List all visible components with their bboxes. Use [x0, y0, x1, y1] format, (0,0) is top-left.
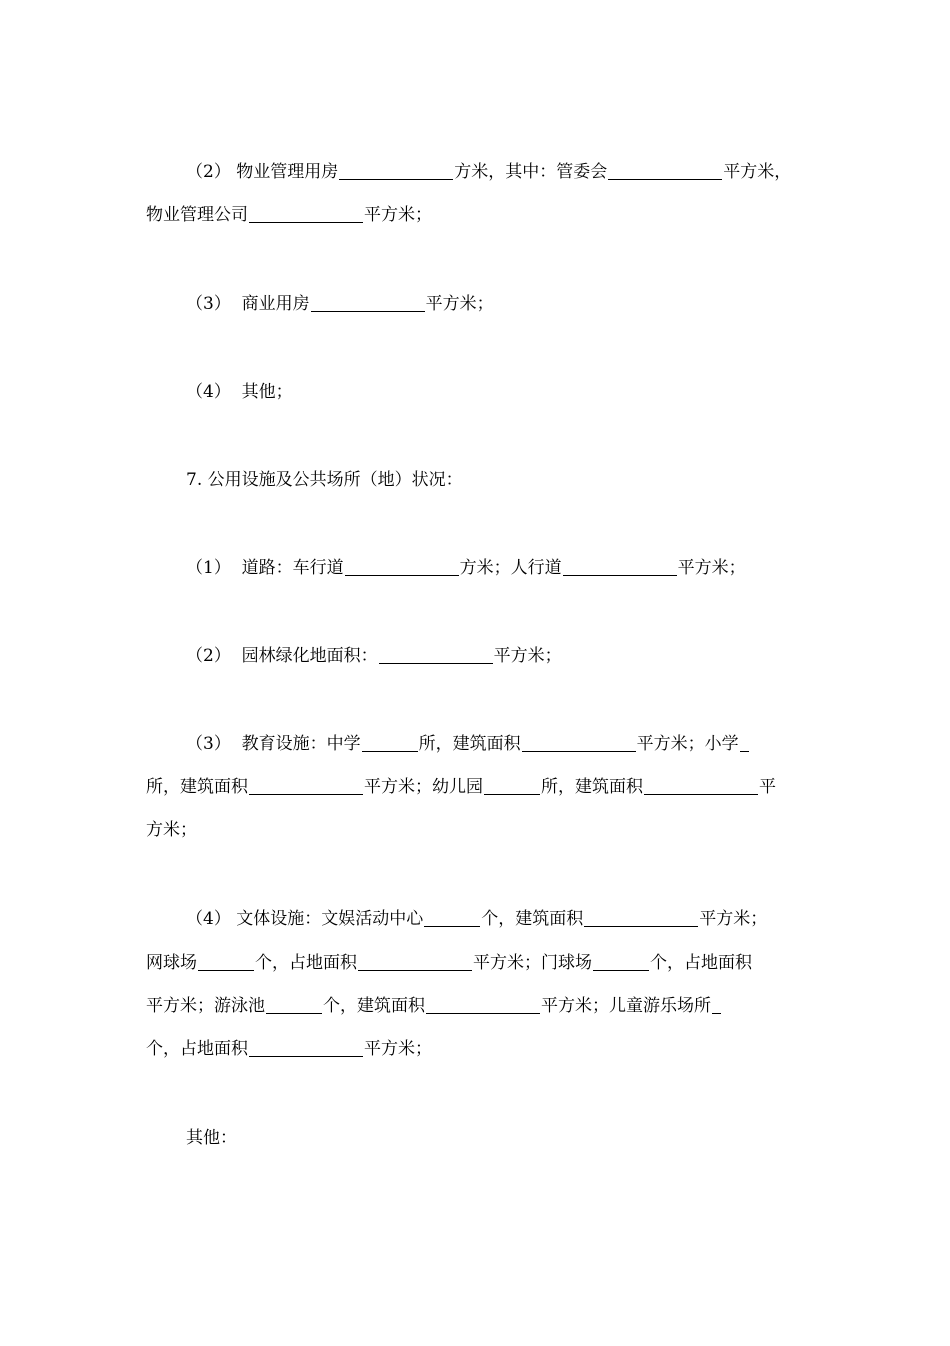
- fill-blank[interactable]: [266, 995, 322, 1014]
- fill-blank[interactable]: [198, 952, 254, 971]
- item-commercial-rooms: （3） 商业用房 平方米；: [186, 294, 494, 314]
- fill-blank[interactable]: [424, 908, 480, 927]
- item-sports-culture: （4） 文体设施：文娱活动中心 个，建筑面积 平方米；: [186, 909, 768, 929]
- fill-blank[interactable]: [712, 995, 721, 1014]
- item-education: （3） 教育设施：中学 所，建筑面积 平方米；小学: [186, 732, 750, 756]
- fill-blank[interactable]: [311, 293, 425, 312]
- fill-blank[interactable]: [484, 776, 540, 795]
- item-number: （4）: [186, 382, 231, 402]
- fill-blank[interactable]: [563, 557, 677, 576]
- section-7-heading: 7. 公用设施及公共场所（地）状况：: [186, 470, 463, 490]
- item-number: （1）: [186, 558, 231, 578]
- fill-blank[interactable]: [249, 204, 363, 223]
- item-roads: （1） 道路：车行道 方米；人行道 平方米；: [186, 558, 746, 578]
- item-number: （2）: [186, 162, 231, 182]
- item-number: （3）: [186, 734, 231, 754]
- item-education-cont: 所，建筑面积 平方米；幼儿园 所，建筑面积 平: [146, 777, 776, 797]
- fill-blank[interactable]: [379, 645, 493, 664]
- item-other-rooms: （4） 其他；: [186, 382, 293, 402]
- item-education-cont2: 方米；: [146, 820, 197, 840]
- item-sports-culture-cont: 网球场 个，占地面积 平方米；门球场 个，占地面积: [146, 953, 752, 973]
- fill-blank[interactable]: [249, 1038, 363, 1057]
- item-property-management-rooms-cont: 物业管理公司 平方米；: [146, 205, 432, 225]
- item-greenery: （2） 园林绿化地面积： 平方米；: [186, 646, 562, 666]
- item-other-facilities: 其他：: [186, 1128, 237, 1148]
- fill-blank[interactable]: [345, 557, 459, 576]
- fill-blank[interactable]: [593, 952, 649, 971]
- item-sports-culture-cont3: 个，占地面积 平方米；: [146, 1039, 432, 1059]
- item-sports-culture-cont2: 平方米；游泳池 个，建筑面积 平方米；儿童游乐场所: [146, 994, 722, 1018]
- fill-blank[interactable]: [740, 733, 749, 752]
- item-number: （3）: [186, 294, 231, 314]
- item-number: （2）: [186, 646, 231, 666]
- fill-blank[interactable]: [608, 161, 722, 180]
- fill-blank[interactable]: [522, 733, 636, 752]
- fill-blank[interactable]: [426, 995, 540, 1014]
- fill-blank[interactable]: [362, 733, 418, 752]
- item-property-management-rooms: （2） 物业管理用房 方米，其中：管委会 平方米，: [186, 162, 792, 182]
- fill-blank[interactable]: [358, 952, 472, 971]
- fill-blank[interactable]: [644, 776, 758, 795]
- fill-blank[interactable]: [584, 908, 698, 927]
- item-number: （4）: [186, 909, 231, 929]
- fill-blank[interactable]: [339, 161, 453, 180]
- fill-blank[interactable]: [249, 776, 363, 795]
